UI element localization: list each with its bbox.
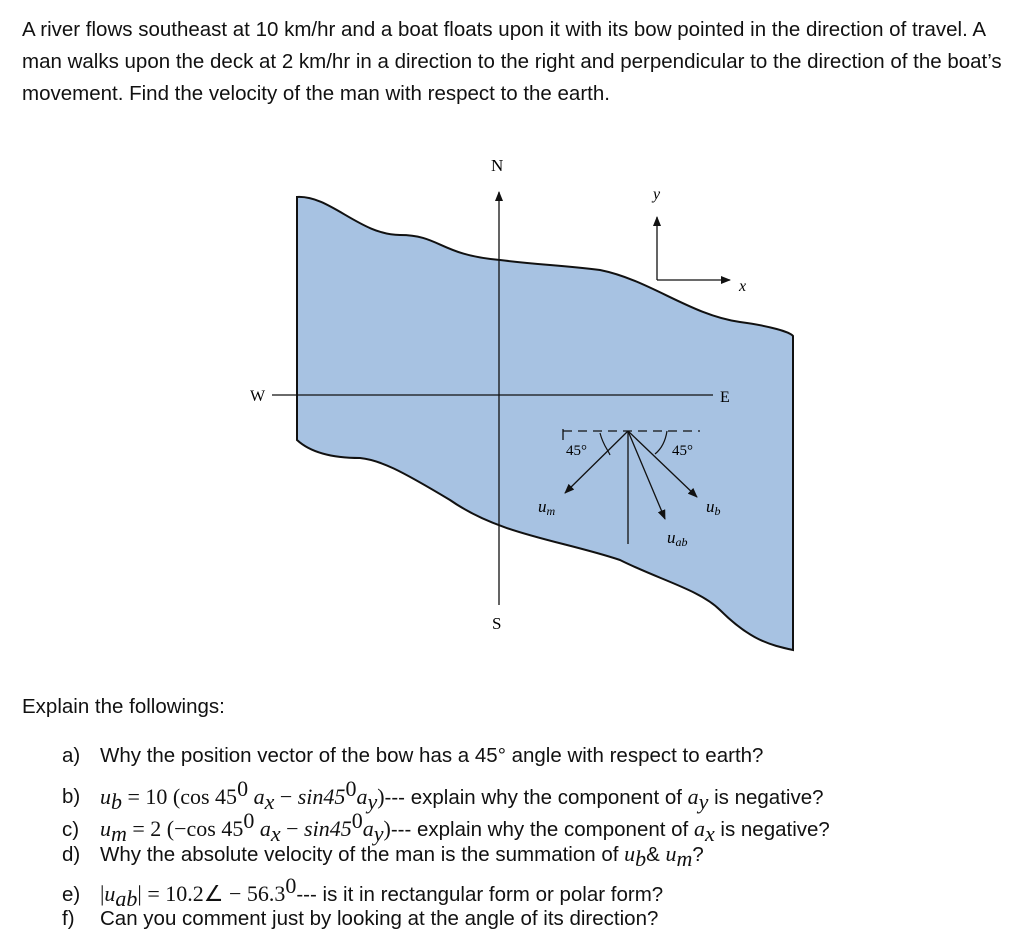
explain-heading: Explain the followings: — [22, 695, 225, 718]
math-sub: y — [698, 788, 709, 814]
math-expr: = 2 (−cos 45 — [126, 815, 244, 841]
river-shape — [297, 197, 793, 650]
math-sup: 0 — [237, 775, 249, 801]
math-close: ) — [377, 783, 385, 809]
label-east: E — [720, 389, 730, 406]
math-expr: = 10 (cos 45 — [122, 783, 238, 809]
math-sub: y — [367, 788, 378, 814]
math-expr: = 10.2∠ − 56.3 — [141, 880, 286, 906]
question-mark: ? — [692, 842, 704, 866]
math-sub: m — [111, 820, 127, 846]
question-list — [62, 740, 830, 935]
label-ub: ub — [706, 497, 721, 518]
river-diagram — [0, 140, 1024, 660]
question-label: d) — [62, 842, 81, 866]
question-b — [62, 773, 830, 814]
math-sub: ab — [115, 885, 138, 911]
question-label: e) — [62, 882, 81, 906]
math-minus: − — [274, 783, 298, 809]
label-uab: uab — [667, 528, 688, 549]
math-u: u — [624, 840, 636, 866]
label-west: W — [250, 388, 266, 405]
math-sin: sin45 — [304, 815, 352, 841]
label-x: x — [739, 278, 747, 295]
question-text: Can you comment just by looking at the angle of its direction? — [100, 906, 659, 930]
question-text-end: is negative? — [708, 785, 824, 809]
label-angle-left: 45° — [566, 443, 587, 459]
math-sup: 0 — [351, 808, 363, 833]
math-sub: x — [264, 788, 275, 814]
math-sub: x — [704, 820, 715, 846]
math-minus: − — [280, 815, 305, 841]
math-sub: x — [270, 820, 281, 846]
question-e — [62, 870, 830, 911]
problem-statement: A river flows southeast at 10 km/hr and a boat floats upon it with its bow pointed in the direction of travel. A man walks upon the deck at 2 km/hr in a direction to the right and perpendicular to the direction of the boat’s movement. Find the velocity of the man with respect to the earth. — [22, 18, 1002, 105]
question-a — [62, 740, 830, 773]
math-a: a — [362, 815, 374, 841]
label-north: N — [491, 156, 504, 175]
math-a: a — [356, 783, 368, 809]
question-text: Why the position vector of the bow has a 45° angle with respect to earth? — [100, 744, 764, 767]
math-bar: | — [137, 880, 142, 906]
math-amp: & — [646, 842, 666, 866]
math-sub: y — [373, 820, 384, 846]
question-f — [62, 903, 830, 936]
math-sin: sin45 — [297, 783, 346, 809]
math-u: u — [665, 840, 677, 866]
math-sup: 0 — [243, 808, 255, 833]
math-sup: 0 — [345, 775, 357, 801]
math-sub: b — [635, 845, 647, 871]
question-c — [62, 805, 830, 846]
math-a: a — [687, 783, 699, 809]
question-text: --- is it in rectangular form or polar form? — [296, 882, 664, 906]
math-close: ) — [383, 815, 391, 841]
math-a: a — [254, 815, 271, 841]
question-label: f) — [62, 906, 75, 930]
label-y: y — [653, 186, 661, 203]
label-angle-right: 45° — [672, 443, 693, 459]
math-u: u — [100, 783, 111, 809]
math-a: a — [248, 783, 265, 809]
math-sub: m — [676, 845, 693, 871]
math-u: u — [104, 880, 116, 906]
math-sup: 0 — [285, 873, 297, 898]
label-um: um — [538, 497, 556, 518]
question-text: --- explain why the component of — [390, 817, 694, 841]
question-label: c) — [62, 817, 80, 841]
question-label: a) — [62, 744, 81, 767]
math-sub: b — [111, 788, 122, 814]
math-a: a — [693, 815, 705, 841]
question-text-end: is negative? — [714, 817, 830, 841]
math-bar: | — [100, 880, 105, 906]
label-south: S — [492, 614, 502, 633]
question-text: --- explain why the component of — [384, 785, 688, 809]
math-u: u — [100, 815, 111, 841]
question-text: Why the absolute velocity of the man is the summation of — [100, 842, 625, 866]
question-label: b) — [62, 785, 81, 809]
